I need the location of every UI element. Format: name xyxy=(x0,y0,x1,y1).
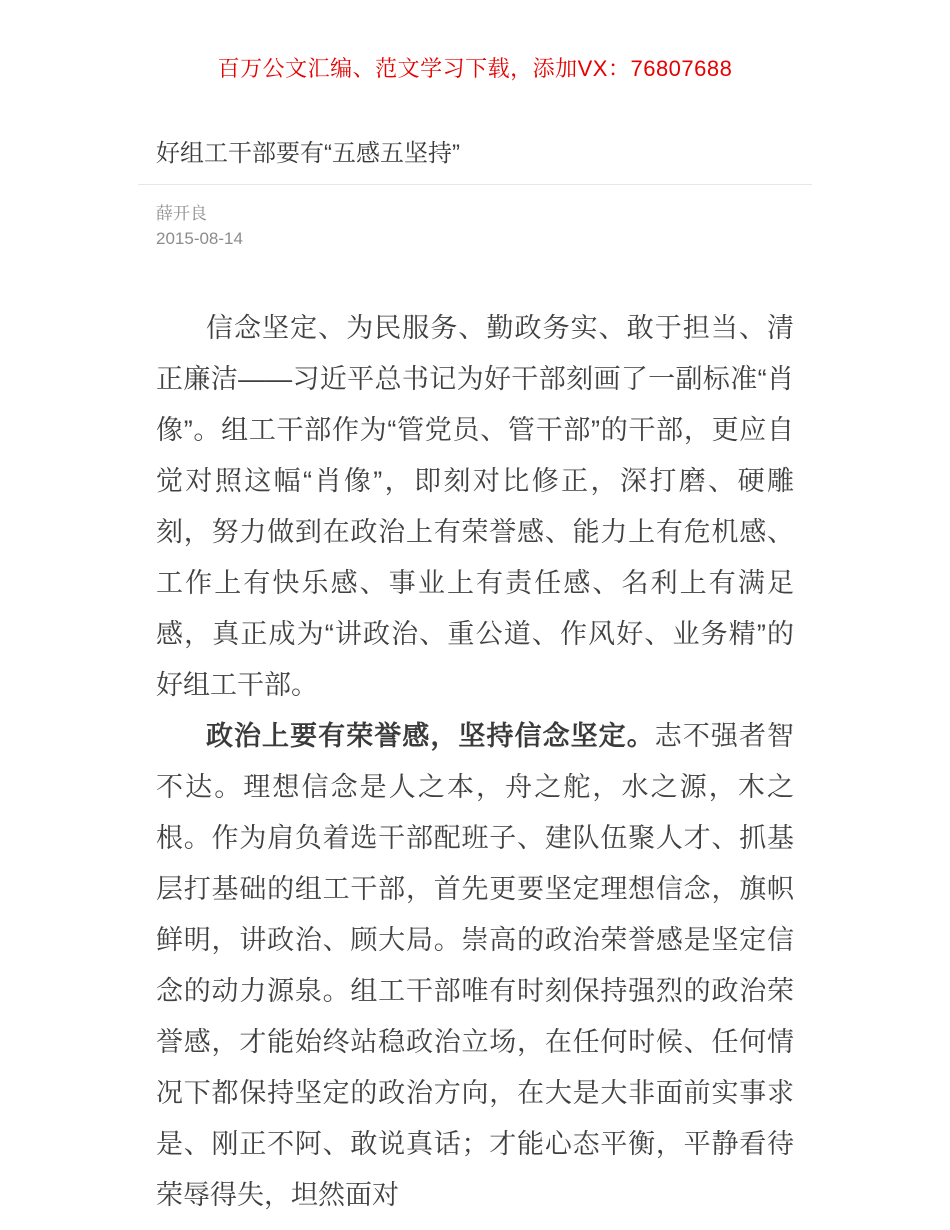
paragraph-text: 信念坚定、为民服务、勤政务实、敢于担当、清正廉洁——习近平总书记为好干部刻画了一副标准“肖像”。组工干部作为“管党员、管干部”的干部，更应自觉对照这幅“肖像”，即刻对比修正，深打磨、硬雕刻，努力做到在政治上有荣誉感、能力上有危机感、工作上有快乐感、事业上有责任感、名利上有满足感，真正成为“讲政治、重公道、作风好、业务精”的好组工干部。 xyxy=(156,313,794,701)
promo-banner: 百万公文汇编、范文学习下载，添加VX：76807688 xyxy=(217,56,733,81)
title-divider xyxy=(138,184,812,185)
paragraph-text: 志不强者智不达。理想信念是人之本，舟之舵，水之源，木之根。作为肩负着选干部配班子、建队伍聚人才、抓基层打基础的组工干部，首先更要坚定理想信念，旗帜鲜明，讲政治、顾大局。崇高的政治荣誉感是坚定信念的动力源泉。组工干部唯有时刻保持强烈的政治荣誉感，才能始终站稳政治立场，在任何时候、任何情况下都保持坚定的政治方向，在大是大非面前实事求是、刚正不阿、敢说真话；才能心态平衡，平静看待荣辱得失，坦然面对 xyxy=(156,721,795,1211)
article-meta xyxy=(138,201,812,251)
paragraph xyxy=(156,303,794,711)
article-container xyxy=(138,140,812,1221)
page-title: 好组工干部要有“五感五坚持” xyxy=(156,140,460,167)
publish-date: 2015-08-14 xyxy=(156,229,243,249)
paragraph xyxy=(156,711,794,1221)
paragraph-lead: 政治上要有荣誉感，坚持信念坚定。 xyxy=(205,721,655,752)
author-name: 薛开良 xyxy=(156,204,207,224)
article-body xyxy=(138,303,812,1221)
